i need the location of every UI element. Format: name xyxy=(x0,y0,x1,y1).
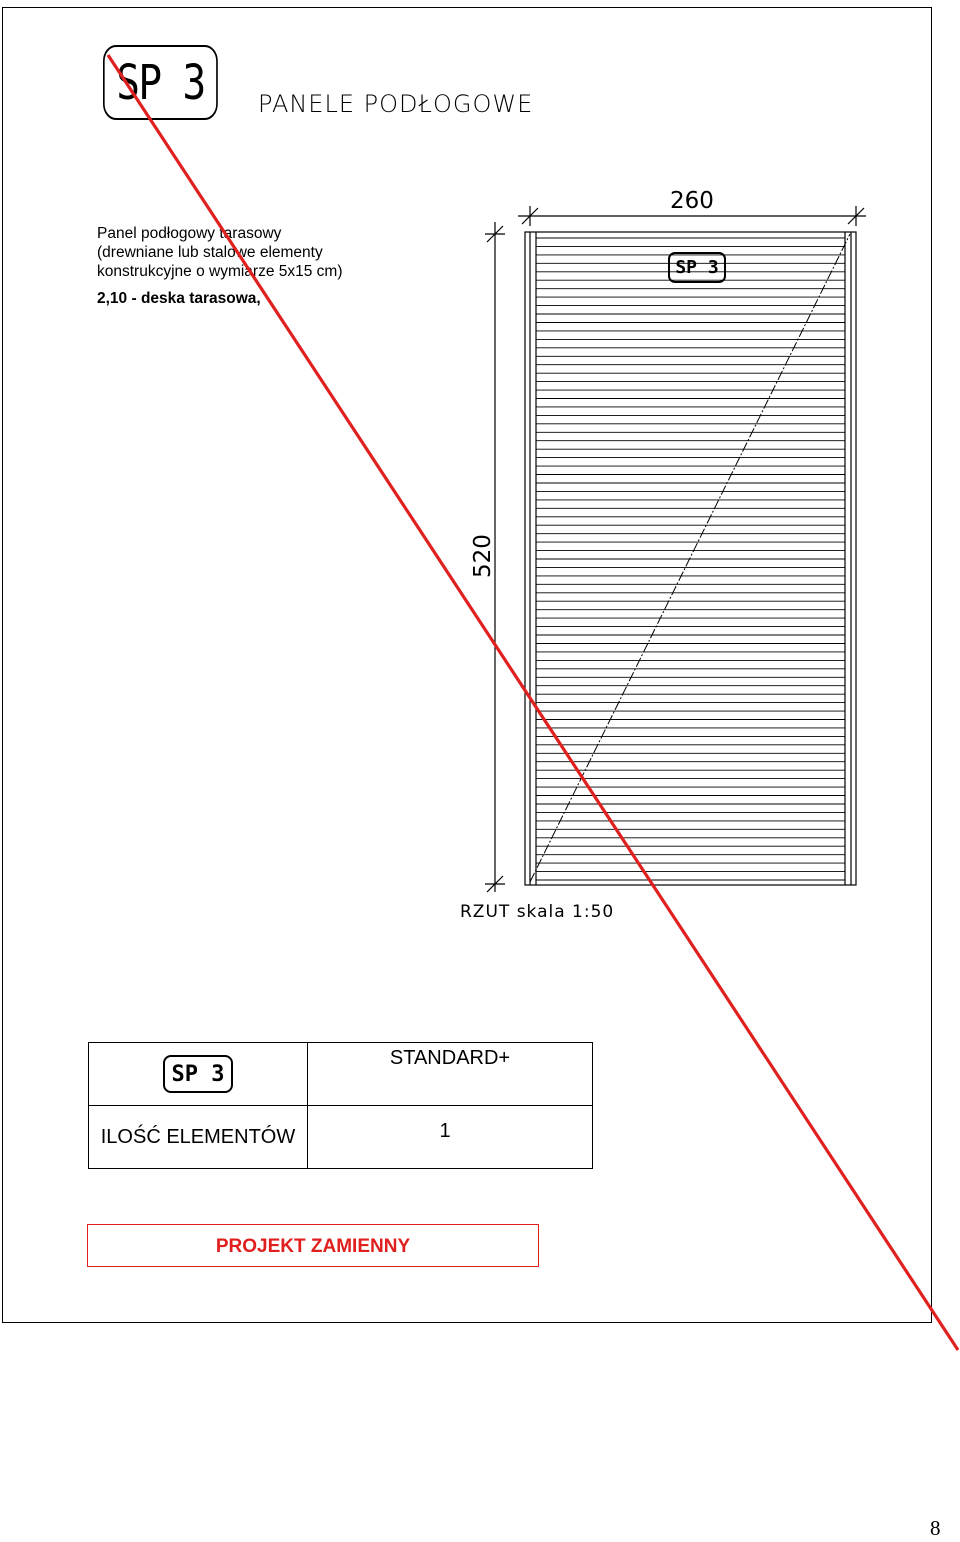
description-line-2: (drewniane lub stalowe elementy xyxy=(97,244,323,261)
replacement-project-stamp: PROJEKT ZAMIENNY xyxy=(87,1224,539,1267)
table-code-cell xyxy=(89,1043,308,1106)
view-caption: RZUT skala 1:50 xyxy=(460,902,615,922)
description-line-1: Panel podłogowy tarasowy xyxy=(97,225,282,242)
table-code-badge: SP 3 xyxy=(163,1055,233,1093)
element-table xyxy=(88,1042,593,1169)
sheet-title: PANELE PODŁOGOWE xyxy=(258,90,534,118)
width-dimension-label: 260 xyxy=(670,188,714,214)
variant-label: STANDARD+ xyxy=(308,1043,593,1106)
height-dimension-label: 520 xyxy=(470,534,496,578)
deck-boards xyxy=(536,238,845,880)
count-label: ILOŚĆ ELEMENTÓW xyxy=(89,1106,308,1169)
page-number: 8 xyxy=(930,1516,941,1540)
panel-code-badge: SP 3 xyxy=(668,252,726,283)
description-line-3: konstrukcyjne o wymiarze 5x15 cm) xyxy=(97,263,343,280)
element-code-badge: SP 3 xyxy=(103,45,218,120)
count-value: 1 xyxy=(308,1106,593,1169)
description-detail: 2,10 - deska tarasowa, xyxy=(97,290,261,307)
